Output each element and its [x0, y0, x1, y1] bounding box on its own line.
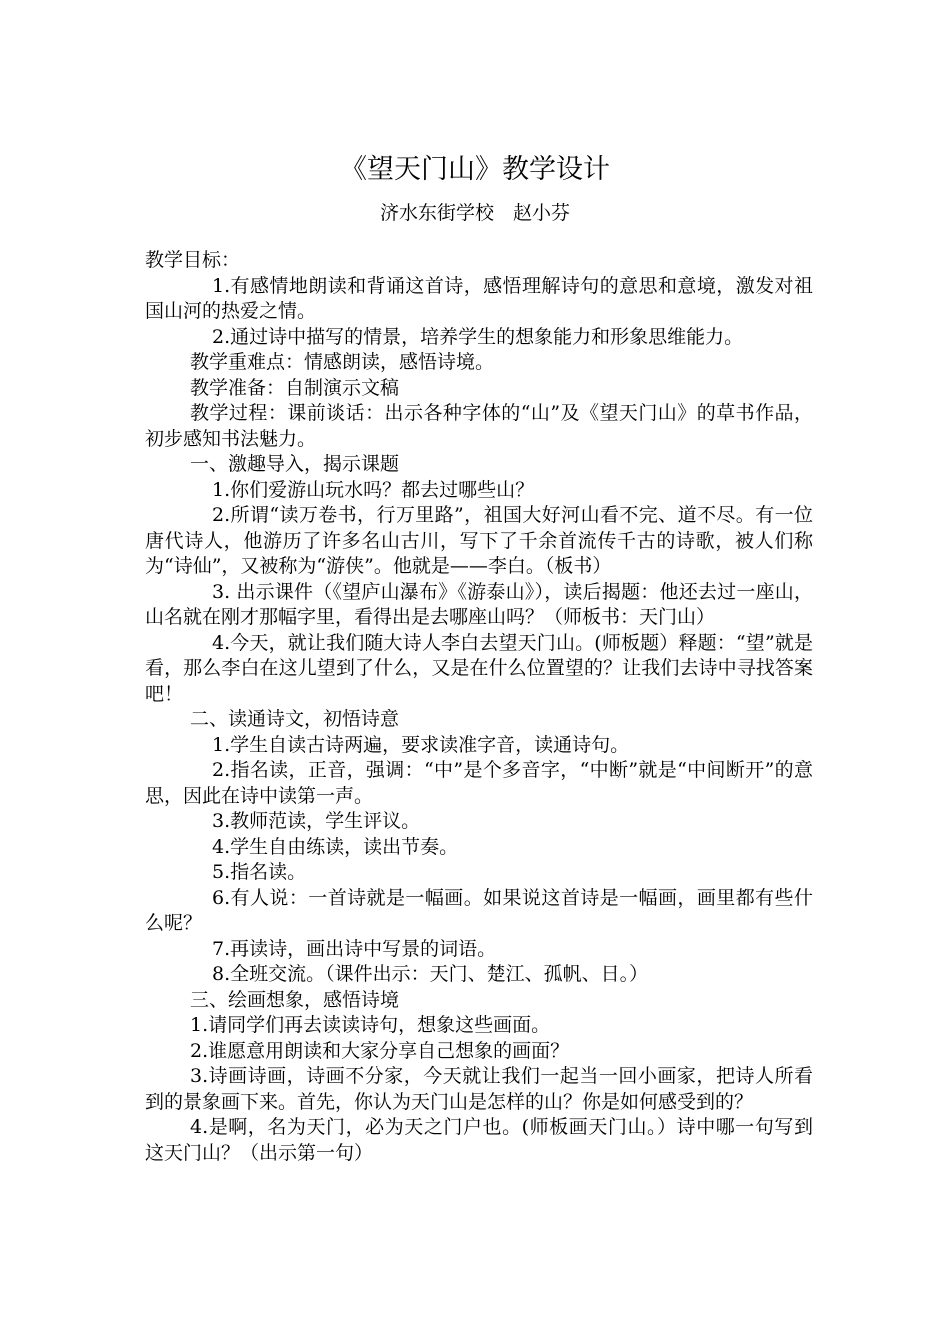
section-heading: 三、绘画想象，感悟诗境 [190, 988, 400, 1011]
paragraph: 3.教师范读，学生评议。 [212, 810, 421, 832]
paragraph: 1.请同学们再去读读诗句，想象这些画面。 [190, 1014, 551, 1036]
paragraph: 7.再读诗，画出诗中写景的词语。 [212, 937, 497, 960]
paragraph: 1.学生自读古诗两遍，要求读准字音，读通诗句。 [212, 733, 630, 756]
document-author: 济水东街学校 赵小芬 [379, 202, 570, 224]
paragraph: 1.你们爱游山玩水吗？都去过哪些山？ [212, 478, 535, 501]
paragraph: 8.全班交流。（课件出示：天门、楚江、孤帆、日。） [212, 963, 649, 985]
paragraph: 4.学生自由练读，读出节奏。 [212, 835, 459, 858]
paragraph: 5.指名读。 [212, 861, 307, 883]
section-heading: 一、激趣导入，揭示课题 [190, 453, 400, 475]
paragraph: 教学重难点：情感朗读，感悟诗境。 [190, 351, 495, 373]
paragraph: 6.有人说：一首诗就是一幅画。如果说这首诗是一幅画，画里都有些什么呢？ [145, 886, 813, 934]
paragraph: 教学准备：自制演示文稿 [190, 376, 400, 399]
paragraph: 3.诗画诗画，诗画不分家，今天就让我们一起当一回小画家，把诗人所看到的景象画下来。首先，你认为天门山是怎样的山？你是如何感受到的？ [145, 1065, 813, 1113]
document-title: 《望天门山》教学设计 [340, 154, 610, 185]
paragraph: 4.今天，就让我们随大诗人李白去望天门山。(师板题）释题：“望”就是看，那么李白在这儿望到了什么，又是在什么位置望的？让我们去诗中寻找答案吧！ [145, 631, 813, 705]
paragraph: 2.通过诗中描写的情景，培养学生的想象能力和形象思维能力。 [212, 325, 744, 348]
paragraph: 教学过程：课前谈话：出示各种字体的“山”及《望天门山》的草书作品，初步感知书法魅力。 [145, 402, 813, 450]
paragraph: 2.指名读，正音，强调：“中”是个多音字，“中断”就是“中间断开”的意思，因此在诗中读第一声。 [145, 759, 813, 807]
paragraph: 3. 出示课件（《望庐山瀑布》《游泰山》），读后揭题：他还去过一座山，山名就在刚才那幅字里，看得出是去哪座山吗？（师板书：天门山） [145, 580, 813, 628]
paragraph: 2.谁愿意用朗读和大家分享自己想象的画面？ [190, 1039, 570, 1062]
paragraph: 2.所谓“读万卷书，行万里路”，祖国大好河山看不完、道不尽。有一位唐代诗人，他游历了许多名山古川，写下了千余首流传千古的诗歌，被人们称为“诗仙”，又被称为“游侠”。他就是——李白。（板书） [145, 504, 813, 577]
document-body [145, 248, 813, 1166]
section-heading: 二、读通诗文，初悟诗意 [190, 708, 400, 730]
paragraph: 1.有感情地朗读和背诵这首诗，感悟理解诗句的意思和意境，激发对祖国山河的热爱之情。 [145, 274, 813, 322]
heading-objectives: 教学目标： [145, 249, 241, 271]
paragraph: 4.是啊，名为天门，必为天之门户也。(师板画天门山。）诗中哪一句写到这天门山？（出示第一句） [145, 1116, 813, 1164]
